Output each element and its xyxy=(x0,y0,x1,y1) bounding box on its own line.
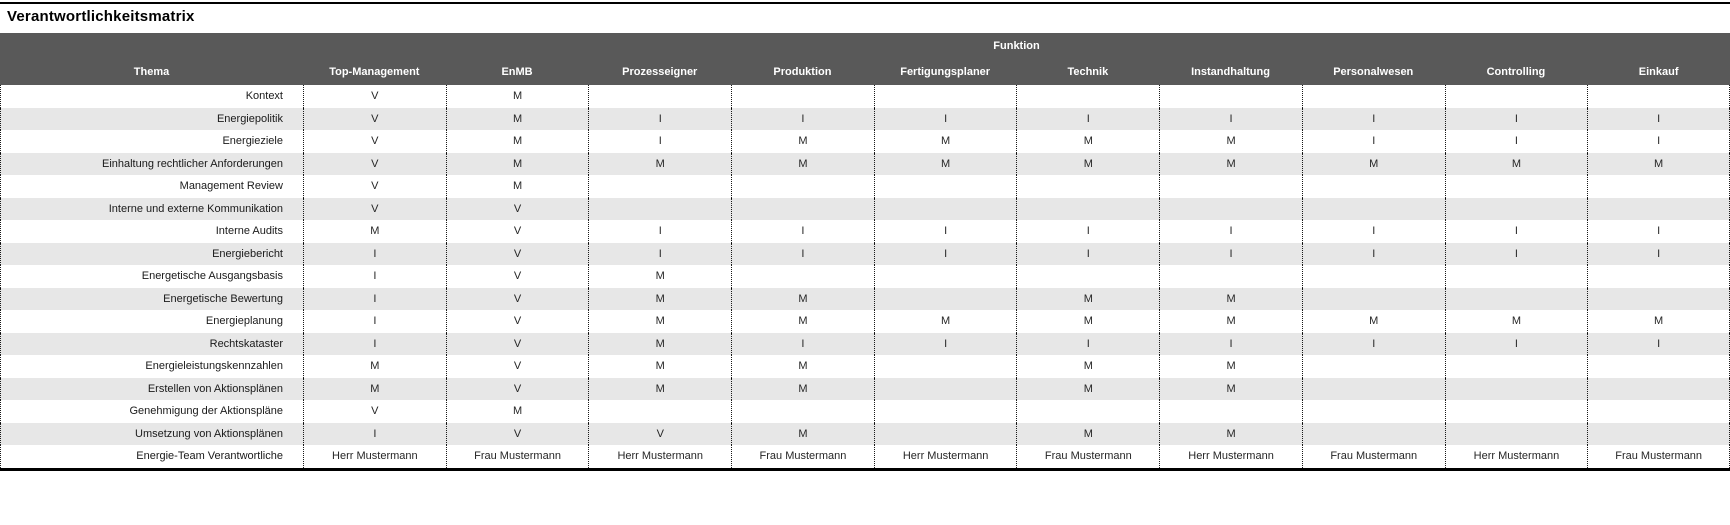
matrix-cell: M xyxy=(731,288,874,311)
matrix-cell: I xyxy=(1587,130,1730,153)
matrix-cell xyxy=(1016,175,1159,198)
table-row xyxy=(0,175,1730,198)
table-row xyxy=(0,243,1730,266)
matrix-cell: Frau Mustermann xyxy=(1587,445,1730,468)
matrix-cell: M xyxy=(303,378,446,401)
table-row xyxy=(0,333,1730,356)
matrix-cell: V xyxy=(446,243,589,266)
thema-cell: Energiepolitik xyxy=(0,108,303,131)
matrix-cell: M xyxy=(1016,310,1159,333)
matrix-cell xyxy=(874,423,1017,446)
column-header-row xyxy=(0,59,1730,85)
matrix-cell: I xyxy=(1587,220,1730,243)
matrix-cell: I xyxy=(1587,243,1730,266)
matrix-cell: I xyxy=(1016,108,1159,131)
table-row xyxy=(0,220,1730,243)
column-header: Technik xyxy=(1067,66,1109,78)
matrix-cell xyxy=(731,198,874,221)
matrix-cell: M xyxy=(1159,288,1302,311)
matrix-cell: M xyxy=(588,378,731,401)
matrix-cell: M xyxy=(1159,355,1302,378)
matrix-cell: I xyxy=(588,220,731,243)
matrix-cell xyxy=(1302,423,1445,446)
matrix-cell: I xyxy=(588,108,731,131)
matrix-cell: I xyxy=(588,243,731,266)
matrix-cell: M xyxy=(1159,378,1302,401)
matrix-cell xyxy=(1587,400,1730,423)
matrix-cell: M xyxy=(303,355,446,378)
top-divider xyxy=(0,2,1730,4)
table-row xyxy=(0,423,1730,446)
matrix-cell: I xyxy=(1016,220,1159,243)
table-row xyxy=(0,85,1730,108)
matrix-cell xyxy=(1302,355,1445,378)
matrix-cell: I xyxy=(1587,108,1730,131)
matrix-cell: I xyxy=(303,288,446,311)
thema-cell: Kontext xyxy=(0,85,303,108)
matrix-cell: Herr Mustermann xyxy=(1445,445,1588,468)
matrix-cell xyxy=(1159,400,1302,423)
table-row xyxy=(0,198,1730,221)
matrix-cell: M xyxy=(874,310,1017,333)
matrix-cell: I xyxy=(1445,220,1588,243)
matrix-cell: M xyxy=(588,265,731,288)
matrix-cell xyxy=(1302,265,1445,288)
matrix-cell xyxy=(874,198,1017,221)
matrix-cell: I xyxy=(1159,333,1302,356)
table-row xyxy=(0,108,1730,131)
column-header: Instandhaltung xyxy=(1191,66,1270,78)
matrix-cell: M xyxy=(1016,130,1159,153)
matrix-cell xyxy=(731,85,874,108)
matrix-cell: V xyxy=(446,265,589,288)
matrix-cell: M xyxy=(1302,153,1445,176)
matrix-cell xyxy=(1302,198,1445,221)
matrix-cell: Herr Mustermann xyxy=(874,445,1017,468)
column-header: Fertigungsplaner xyxy=(900,66,991,78)
matrix-cell: I xyxy=(1445,108,1588,131)
thema-cell: Energieleistungskennzahlen xyxy=(0,355,303,378)
matrix-cell: I xyxy=(1016,333,1159,356)
column-header: Produktion xyxy=(773,66,832,78)
matrix-cell: M xyxy=(1302,310,1445,333)
matrix-cell xyxy=(1587,198,1730,221)
page xyxy=(0,2,1730,471)
matrix-cell xyxy=(731,175,874,198)
group-header-row xyxy=(0,33,1730,59)
matrix-cell: M xyxy=(588,288,731,311)
matrix-cell: I xyxy=(303,333,446,356)
matrix-cell: M xyxy=(446,85,589,108)
matrix-cell xyxy=(1587,378,1730,401)
matrix-cell xyxy=(1445,175,1588,198)
matrix-cell: M xyxy=(1016,423,1159,446)
matrix-cell: I xyxy=(1302,108,1445,131)
matrix-cell xyxy=(588,175,731,198)
matrix-cell: I xyxy=(1302,243,1445,266)
matrix-cell: I xyxy=(1159,220,1302,243)
matrix-cell: M xyxy=(588,355,731,378)
matrix-cell xyxy=(1016,400,1159,423)
matrix-cell xyxy=(1445,378,1588,401)
matrix-cell: M xyxy=(1159,153,1302,176)
matrix-cell: M xyxy=(1016,288,1159,311)
matrix-cell xyxy=(1445,400,1588,423)
matrix-cell: V xyxy=(303,198,446,221)
matrix-cell xyxy=(1016,85,1159,108)
matrix-cell: V xyxy=(303,130,446,153)
matrix-cell: I xyxy=(1587,333,1730,356)
matrix-cell xyxy=(588,400,731,423)
table-row xyxy=(0,153,1730,176)
matrix-cell: I xyxy=(874,333,1017,356)
thema-cell: Umsetzung von Aktionsplänen xyxy=(0,423,303,446)
matrix-cell: I xyxy=(1159,108,1302,131)
group-header-spacer xyxy=(0,33,303,59)
column-header: Einkauf xyxy=(1638,66,1679,78)
matrix-cell: Frau Mustermann xyxy=(446,445,589,468)
matrix-cell xyxy=(1302,85,1445,108)
matrix-cell xyxy=(731,265,874,288)
matrix-cell xyxy=(731,400,874,423)
matrix-cell: M xyxy=(303,220,446,243)
matrix-cell: V xyxy=(446,355,589,378)
table-row xyxy=(0,378,1730,401)
column-header: EnMB xyxy=(501,66,533,78)
matrix-cell: V xyxy=(446,423,589,446)
matrix-cell: M xyxy=(446,175,589,198)
matrix-cell: M xyxy=(731,310,874,333)
matrix-cell: I xyxy=(1302,130,1445,153)
matrix-cell: M xyxy=(1587,153,1730,176)
matrix-cell: I xyxy=(1159,243,1302,266)
thema-cell: Erstellen von Aktionsplänen xyxy=(0,378,303,401)
table-row xyxy=(0,445,1730,468)
matrix-cell: Frau Mustermann xyxy=(1302,445,1445,468)
matrix-cell: I xyxy=(303,265,446,288)
matrix-cell: V xyxy=(446,198,589,221)
matrix-cell: I xyxy=(303,310,446,333)
matrix-cell: I xyxy=(303,423,446,446)
matrix-cell xyxy=(1016,265,1159,288)
column-header: Thema xyxy=(133,66,170,78)
matrix-cell: Herr Mustermann xyxy=(303,445,446,468)
matrix-cell: M xyxy=(731,153,874,176)
matrix-cell xyxy=(1159,175,1302,198)
matrix-cell: V xyxy=(446,220,589,243)
matrix-cell: V xyxy=(446,333,589,356)
thema-cell: Energieplanung xyxy=(0,310,303,333)
matrix-cell: I xyxy=(731,108,874,131)
matrix-cell: I xyxy=(731,220,874,243)
matrix-cell: I xyxy=(874,243,1017,266)
matrix-cell xyxy=(588,85,731,108)
matrix-cell xyxy=(1587,355,1730,378)
matrix-cell: M xyxy=(446,130,589,153)
matrix-cell: M xyxy=(1159,130,1302,153)
matrix-cell: M xyxy=(1016,355,1159,378)
matrix-cell: M xyxy=(1159,310,1302,333)
matrix-cell: M xyxy=(1016,153,1159,176)
matrix-cell xyxy=(1587,175,1730,198)
matrix-cell xyxy=(1445,423,1588,446)
matrix-cell: I xyxy=(1445,243,1588,266)
matrix-cell xyxy=(1302,378,1445,401)
matrix-cell: Frau Mustermann xyxy=(731,445,874,468)
matrix-cell xyxy=(1587,288,1730,311)
matrix-cell: M xyxy=(1016,378,1159,401)
column-header: Top-Management xyxy=(329,66,420,78)
matrix-cell xyxy=(1445,355,1588,378)
matrix-cell: V xyxy=(446,310,589,333)
matrix-cell: V xyxy=(303,153,446,176)
matrix-cell xyxy=(1159,85,1302,108)
table-row xyxy=(0,288,1730,311)
matrix-cell: I xyxy=(874,220,1017,243)
matrix-cell: M xyxy=(731,378,874,401)
thema-cell: Energiebericht xyxy=(0,243,303,266)
matrix-cell: I xyxy=(1445,333,1588,356)
matrix-cell xyxy=(874,400,1017,423)
matrix-cell xyxy=(1445,288,1588,311)
matrix-cell: M xyxy=(731,130,874,153)
matrix-cell xyxy=(1159,198,1302,221)
matrix-cell xyxy=(874,288,1017,311)
matrix-cell: M xyxy=(1587,310,1730,333)
matrix-cell: M xyxy=(731,423,874,446)
matrix-cell xyxy=(1302,400,1445,423)
matrix-cell xyxy=(1587,423,1730,446)
matrix-cell: M xyxy=(446,153,589,176)
matrix-cell: I xyxy=(874,108,1017,131)
matrix-cell xyxy=(1302,288,1445,311)
matrix-cell: I xyxy=(588,130,731,153)
table-body xyxy=(0,85,1730,468)
matrix-cell xyxy=(1016,198,1159,221)
matrix-cell: I xyxy=(1016,243,1159,266)
table-row xyxy=(0,355,1730,378)
matrix-cell: M xyxy=(588,153,731,176)
table-row xyxy=(0,265,1730,288)
table-row xyxy=(0,310,1730,333)
responsibility-matrix-table xyxy=(0,33,1730,471)
matrix-cell: M xyxy=(588,310,731,333)
matrix-cell: M xyxy=(874,130,1017,153)
matrix-cell: M xyxy=(874,153,1017,176)
column-header: Controlling xyxy=(1486,66,1546,78)
thema-cell: Interne Audits xyxy=(0,220,303,243)
thema-cell: Energieziele xyxy=(0,130,303,153)
thema-cell: Energetische Ausgangsbasis xyxy=(0,265,303,288)
thema-cell: Rechtskataster xyxy=(0,333,303,356)
matrix-cell xyxy=(874,265,1017,288)
matrix-cell: M xyxy=(1445,310,1588,333)
matrix-cell: M xyxy=(1445,153,1588,176)
thema-cell: Einhaltung rechtlicher Anforderungen xyxy=(0,153,303,176)
table-row xyxy=(0,130,1730,153)
matrix-cell: I xyxy=(731,243,874,266)
matrix-cell xyxy=(1587,265,1730,288)
matrix-cell: M xyxy=(588,333,731,356)
matrix-cell: V xyxy=(446,288,589,311)
matrix-cell: I xyxy=(1302,220,1445,243)
table-row xyxy=(0,400,1730,423)
matrix-cell: I xyxy=(731,333,874,356)
matrix-cell xyxy=(1587,85,1730,108)
matrix-cell: M xyxy=(446,108,589,131)
thema-cell: Management Review xyxy=(0,175,303,198)
matrix-cell: V xyxy=(303,85,446,108)
thema-cell: Genehmigung der Aktionspläne xyxy=(0,400,303,423)
matrix-cell: M xyxy=(446,400,589,423)
matrix-cell: I xyxy=(1302,333,1445,356)
matrix-cell xyxy=(1445,198,1588,221)
matrix-cell: V xyxy=(588,423,731,446)
matrix-cell xyxy=(1159,265,1302,288)
matrix-cell xyxy=(874,355,1017,378)
matrix-cell: Frau Mustermann xyxy=(1016,445,1159,468)
thema-cell: Energie-Team Verantwortliche xyxy=(0,445,303,468)
matrix-cell xyxy=(1302,175,1445,198)
matrix-cell: V xyxy=(303,175,446,198)
matrix-cell: I xyxy=(1445,130,1588,153)
matrix-cell xyxy=(1445,265,1588,288)
column-header: Prozesseigner xyxy=(622,66,698,78)
matrix-cell xyxy=(874,175,1017,198)
matrix-cell: I xyxy=(303,243,446,266)
page-title: Verantwortlichkeitsmatrix xyxy=(7,8,195,25)
matrix-cell: V xyxy=(446,378,589,401)
matrix-cell: M xyxy=(731,355,874,378)
thema-cell: Energetische Bewertung xyxy=(0,288,303,311)
column-header: Personalwesen xyxy=(1333,66,1414,78)
matrix-cell: V xyxy=(303,400,446,423)
matrix-cell xyxy=(874,85,1017,108)
matrix-cell: Herr Mustermann xyxy=(588,445,731,468)
table-header xyxy=(0,33,1730,85)
matrix-cell: Herr Mustermann xyxy=(1159,445,1302,468)
matrix-cell xyxy=(588,198,731,221)
thema-cell: Interne und externe Kommunikation xyxy=(0,198,303,221)
matrix-cell xyxy=(1445,85,1588,108)
matrix-cell: M xyxy=(1159,423,1302,446)
matrix-cell xyxy=(874,378,1017,401)
column-group-header: Funktion xyxy=(993,40,1040,52)
matrix-cell: V xyxy=(303,108,446,131)
